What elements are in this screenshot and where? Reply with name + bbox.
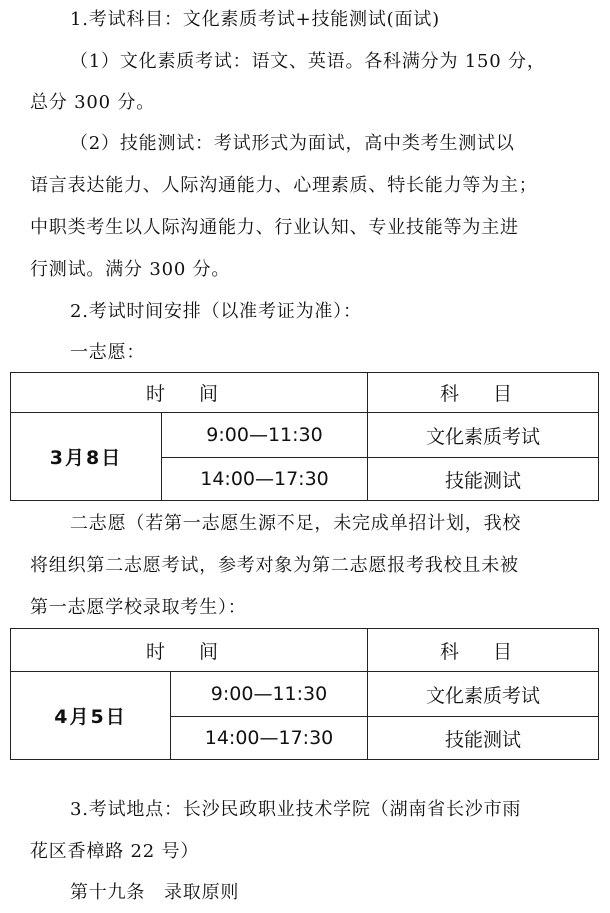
table-header-time: 时 间 (11, 629, 368, 672)
exam-location-line-2: 花区香樟路 22 号） (30, 841, 200, 862)
table-header-subject: 科 目 (368, 629, 599, 672)
first-choice-schedule-table (10, 372, 599, 501)
table-header-subject: 科 目 (368, 373, 599, 413)
second-choice-line-2: 将组织第二志愿考试，参考对象为第二志愿报考我校且未被 (30, 555, 519, 576)
exam-subjects-heading: 1.考试科目：文化素质考试+技能测试(面试) (70, 9, 440, 30)
article-19-heading: 第十九条 录取原则 (70, 882, 240, 903)
time-cell: 9:00—11:30 (171, 672, 368, 717)
second-choice-line-1: 二志愿（若第一志愿生源不足，未完成单招计划，我校 (70, 513, 522, 534)
second-choice-line-3: 第一志愿学校录取考生）： (30, 597, 247, 618)
exam-date-cell: 4月5日 (11, 672, 171, 760)
subject-cell: 文化素质考试 (368, 413, 599, 458)
subject-cell: 技能测试 (368, 458, 599, 501)
subject-cell: 文化素质考试 (368, 672, 599, 717)
culture-exam-line-1: （1）文化素质考试：语文、英语。各科满分为 150 分， (70, 51, 546, 72)
time-cell: 9:00—11:30 (162, 413, 368, 458)
exam-date-cell: 3月8日 (11, 413, 162, 501)
time-cell: 14:00—17:30 (171, 717, 368, 760)
subject-cell: 技能测试 (368, 717, 599, 760)
table-header-time: 时 间 (11, 373, 368, 413)
skill-test-line-4: 行测试。满分 300 分。 (30, 259, 231, 280)
schedule-heading: 2.考试时间安排（以准考证为准）： (70, 301, 362, 322)
culture-exam-line-2: 总分 300 分。 (30, 92, 155, 113)
exam-location-line-1: 3.考试地点：长沙民政职业技术学院（湖南省长沙市雨 (70, 799, 522, 820)
skill-test-line-1: （2）技能测试：考试形式为面试，高中类考生测试以 (70, 133, 515, 154)
first-choice-label: 一志愿： (70, 342, 146, 363)
skill-test-line-3: 中职类考生以人际沟通能力、行业认知、专业技能等为主进 (30, 217, 519, 238)
time-cell: 14:00—17:30 (162, 458, 368, 501)
second-choice-schedule-table (10, 628, 599, 760)
skill-test-line-2: 语言表达能力、人际沟通能力、心理素质、特长能力等为主； (30, 175, 538, 196)
